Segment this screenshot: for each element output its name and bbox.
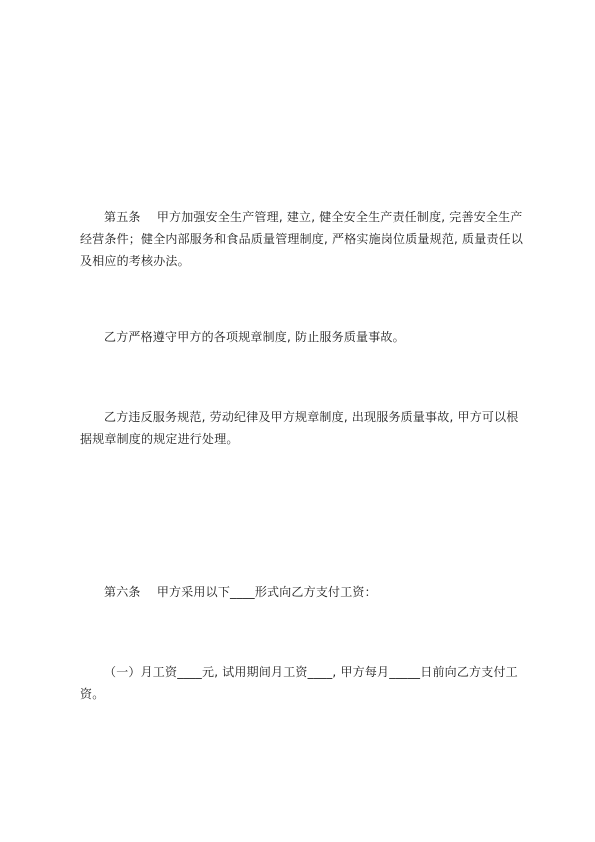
compliance-paragraph: 乙方严格遵守甲方的各项规章制度, 防止服务质量事故。 bbox=[104, 330, 405, 344]
monthly-wage-paragraph: （一）月工资____元, 试用期间月工资____, 甲方每月_____日前向乙方支付工资。 bbox=[80, 665, 518, 701]
violation-paragraph: 乙方违反服务规范, 劳动纪律及甲方规章制度, 出现服务质量事故, 甲方可以根据规章制度的规定进行处理。 bbox=[80, 410, 519, 446]
article-6-paragraph: 第六条 甲方采用以下____形式向乙方支付工资： bbox=[104, 585, 377, 599]
article-5-paragraph: 第五条 甲方加强安全生产管理, 建立, 健全安全生产责任制度, 完善安全生产经营条件；健全内部服务和食品质量管理制度, 严格实施岗位质量规范, 质量责任以及相应的考核办法。 bbox=[80, 210, 524, 268]
